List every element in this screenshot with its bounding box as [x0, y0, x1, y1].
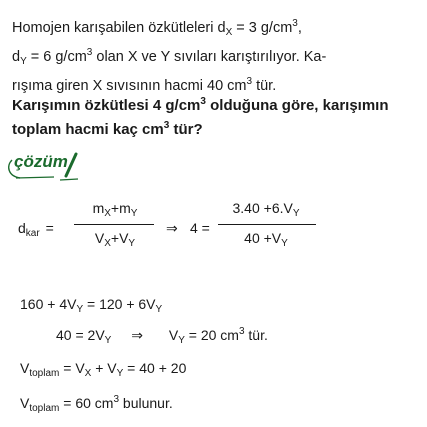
problem-statement [12, 14, 416, 96]
superscript: 3 [238, 326, 245, 337]
math-text: = 40 + 20 [123, 360, 187, 376]
superscript: 3 [200, 96, 206, 107]
subscript: X [104, 208, 111, 219]
question-text: olduğuna göre, karışımın toplam hacmi kaç cm [12, 97, 389, 138]
problem-text: , [297, 20, 302, 36]
equation-total-volume [20, 360, 186, 379]
math-text: = 60 cm [59, 395, 114, 411]
question [12, 92, 416, 140]
question-text: tür? [169, 121, 203, 138]
subscript: Y [178, 335, 185, 346]
fraction-bar [218, 224, 316, 225]
equals-sign: = [45, 220, 54, 236]
fraction-denominator-2 [216, 230, 316, 249]
solution-label [6, 150, 86, 186]
subscript: Y [116, 368, 124, 379]
fraction-denominator [76, 230, 154, 249]
problem-text: d [12, 49, 21, 65]
implies-arrow: ⇒ [166, 220, 178, 236]
problem-line-1 [12, 14, 416, 43]
math-text: V [20, 360, 30, 376]
math-text: = V [59, 360, 85, 376]
equation-density [18, 200, 338, 260]
subscript: Y [104, 335, 112, 346]
math-text: + V [91, 360, 117, 376]
problem-text: = 6 g/cm [26, 49, 87, 65]
fraction-mass-volume [76, 200, 154, 219]
math-text: tür. [244, 327, 268, 343]
problem-text: tür. [252, 78, 277, 94]
math-text: 40 = 2V [56, 327, 105, 343]
problem-text: Homojen karışabilen özkütleleri d [12, 20, 226, 36]
implies-arrow: ⇒ [131, 327, 143, 343]
question-text: Karışımın özkütlesi 4 g/cm [12, 97, 201, 114]
math-text: V [168, 327, 179, 343]
fraction-numerator-2 [216, 200, 316, 219]
subscript: X [84, 368, 92, 379]
subscript: Y [20, 56, 27, 67]
math-text: 3.40 +6.V [232, 200, 293, 216]
problem-text: rışıma giren X sıvısının hacmi 40 cm [12, 78, 247, 94]
superscript: 3 [246, 76, 253, 87]
math-text: bulunur. [119, 395, 173, 411]
math-text: 40 +V [244, 230, 282, 246]
subscript: Y [128, 238, 136, 249]
equation-result [20, 394, 173, 414]
math-text: 160 + 4V [20, 296, 77, 312]
math-text: d [18, 220, 26, 236]
math-text: = 20 cm [184, 327, 239, 343]
math-text: +V [110, 230, 129, 246]
math-text: 4 = [190, 220, 210, 236]
superscript: 3 [292, 18, 298, 29]
fraction-numerator [76, 200, 154, 219]
solution-label-text: çözüm [14, 152, 68, 171]
math-text: m [92, 200, 105, 216]
math-text: V [20, 395, 30, 411]
superscript: 3 [163, 120, 170, 131]
fraction-bar [74, 224, 154, 225]
superscript: 3 [86, 47, 93, 58]
math-text: V [94, 230, 105, 246]
problem-line-2 [12, 43, 416, 72]
problem-text: olan X ve Y sıvıları karıştırılıyor. Ka- [92, 49, 327, 65]
superscript: 3 [113, 394, 120, 405]
subscript: Y [292, 208, 300, 219]
subscript: Y [76, 304, 84, 315]
subscript: kar [25, 228, 40, 239]
subscript: X [104, 238, 111, 249]
math-text: +m [110, 200, 131, 216]
problem-text: = 3 g/cm [232, 20, 293, 36]
math-text: = 120 + 6V [83, 296, 156, 312]
equation-expand [20, 296, 162, 315]
subscript: X [225, 27, 233, 38]
subscript: Y [155, 304, 163, 315]
subscript: Y [130, 208, 138, 219]
subscript: toplam [29, 403, 60, 414]
subscript: Y [281, 238, 288, 249]
subscript: toplam [29, 368, 60, 379]
equation-solve-vy [56, 326, 268, 346]
density-lhs [18, 220, 54, 239]
